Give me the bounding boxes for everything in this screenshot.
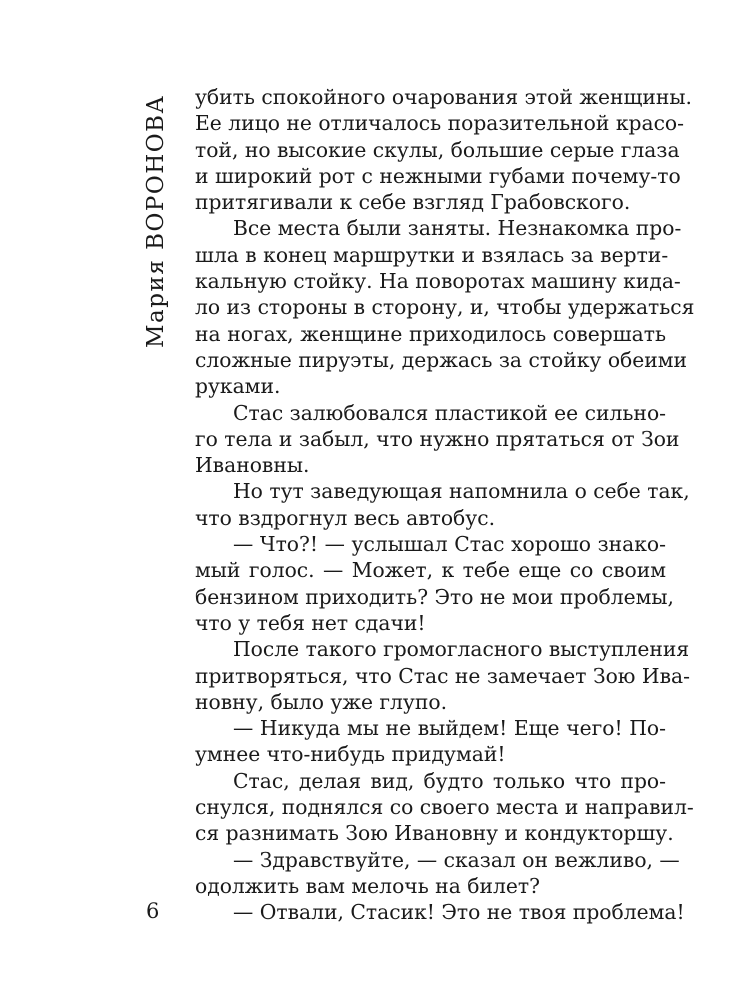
text-line: — Никуда мы не выйдем! Еще чего! По-	[233, 716, 666, 741]
text-line: Но тут заведующая напомнила о себе так,	[233, 479, 690, 504]
text-line: одолжить вам мелочь на билет?	[195, 873, 540, 898]
text-line: Ее лицо не отличалось поразительной красо-	[195, 111, 684, 136]
text-line: Стас залюбовался пластикой ее сильно-	[233, 400, 667, 425]
text-line: бензином приходить? Это не мои проблемы,	[195, 584, 674, 609]
text-line: — Отвали, Стасик! Это не твоя проблема!	[233, 900, 685, 925]
text-line: ло из стороны в сторону, и, чтобы удержаться	[195, 295, 695, 320]
body-text	[195, 84, 695, 926]
text-line: той, но высокие скулы, большие серые глаза	[195, 137, 680, 162]
text-line: руками.	[195, 374, 281, 399]
text-line: что у тебя нет сдачи!	[195, 610, 426, 635]
text-line: мый голос. — Может, к тебе еще со своим	[195, 558, 666, 583]
text-line: снулся, поднялся со своего места и направил-	[195, 795, 694, 820]
text-line: шла в конец маршрутки и взялась за верти-	[195, 242, 669, 267]
text-line: Стас, делая вид, будто только что про-	[233, 768, 666, 793]
text-line: сложные пируэты, держась за стойку обеими	[195, 347, 688, 372]
text-line: После такого громогласного выступления	[233, 637, 690, 662]
page-number: 6	[146, 899, 160, 923]
text-line: убить спокойного очарования этой женщины.	[195, 85, 692, 109]
text-line: новну, было уже глупо.	[195, 689, 448, 714]
text-line: притягивали к себе взгляд Грабовского.	[195, 190, 631, 215]
text-line: кальную стойку. На поворотах машину кида-	[195, 269, 681, 294]
text-line: притворяться, что Стас не замечает Зою Ива-	[195, 663, 690, 688]
text-line: ся разнимать Зою Ивановну и кондукторшу.	[195, 821, 674, 846]
text-line: и широкий рот с нежными губами почему-то	[195, 163, 681, 188]
text-line: го тела и забыл, что нужно прятаться от Зои	[195, 426, 680, 451]
text-line: что вздрогнул весь автобус.	[195, 505, 496, 530]
text-line: умнее что-нибудь придумай!	[195, 742, 506, 767]
text-line: — Здравствуйте, — сказал он вежливо, —	[233, 847, 680, 872]
text-line: на ногах, женщине приходилось совершать	[195, 321, 666, 346]
text-line: — Что?! — услышал Стас хорошо знако-	[233, 532, 666, 557]
running-head-author: Мария ВОРОНОВА	[143, 94, 169, 348]
text-line: Все места были заняты. Незнакомка про-	[233, 216, 682, 241]
text-line: Ивановны.	[195, 453, 310, 478]
